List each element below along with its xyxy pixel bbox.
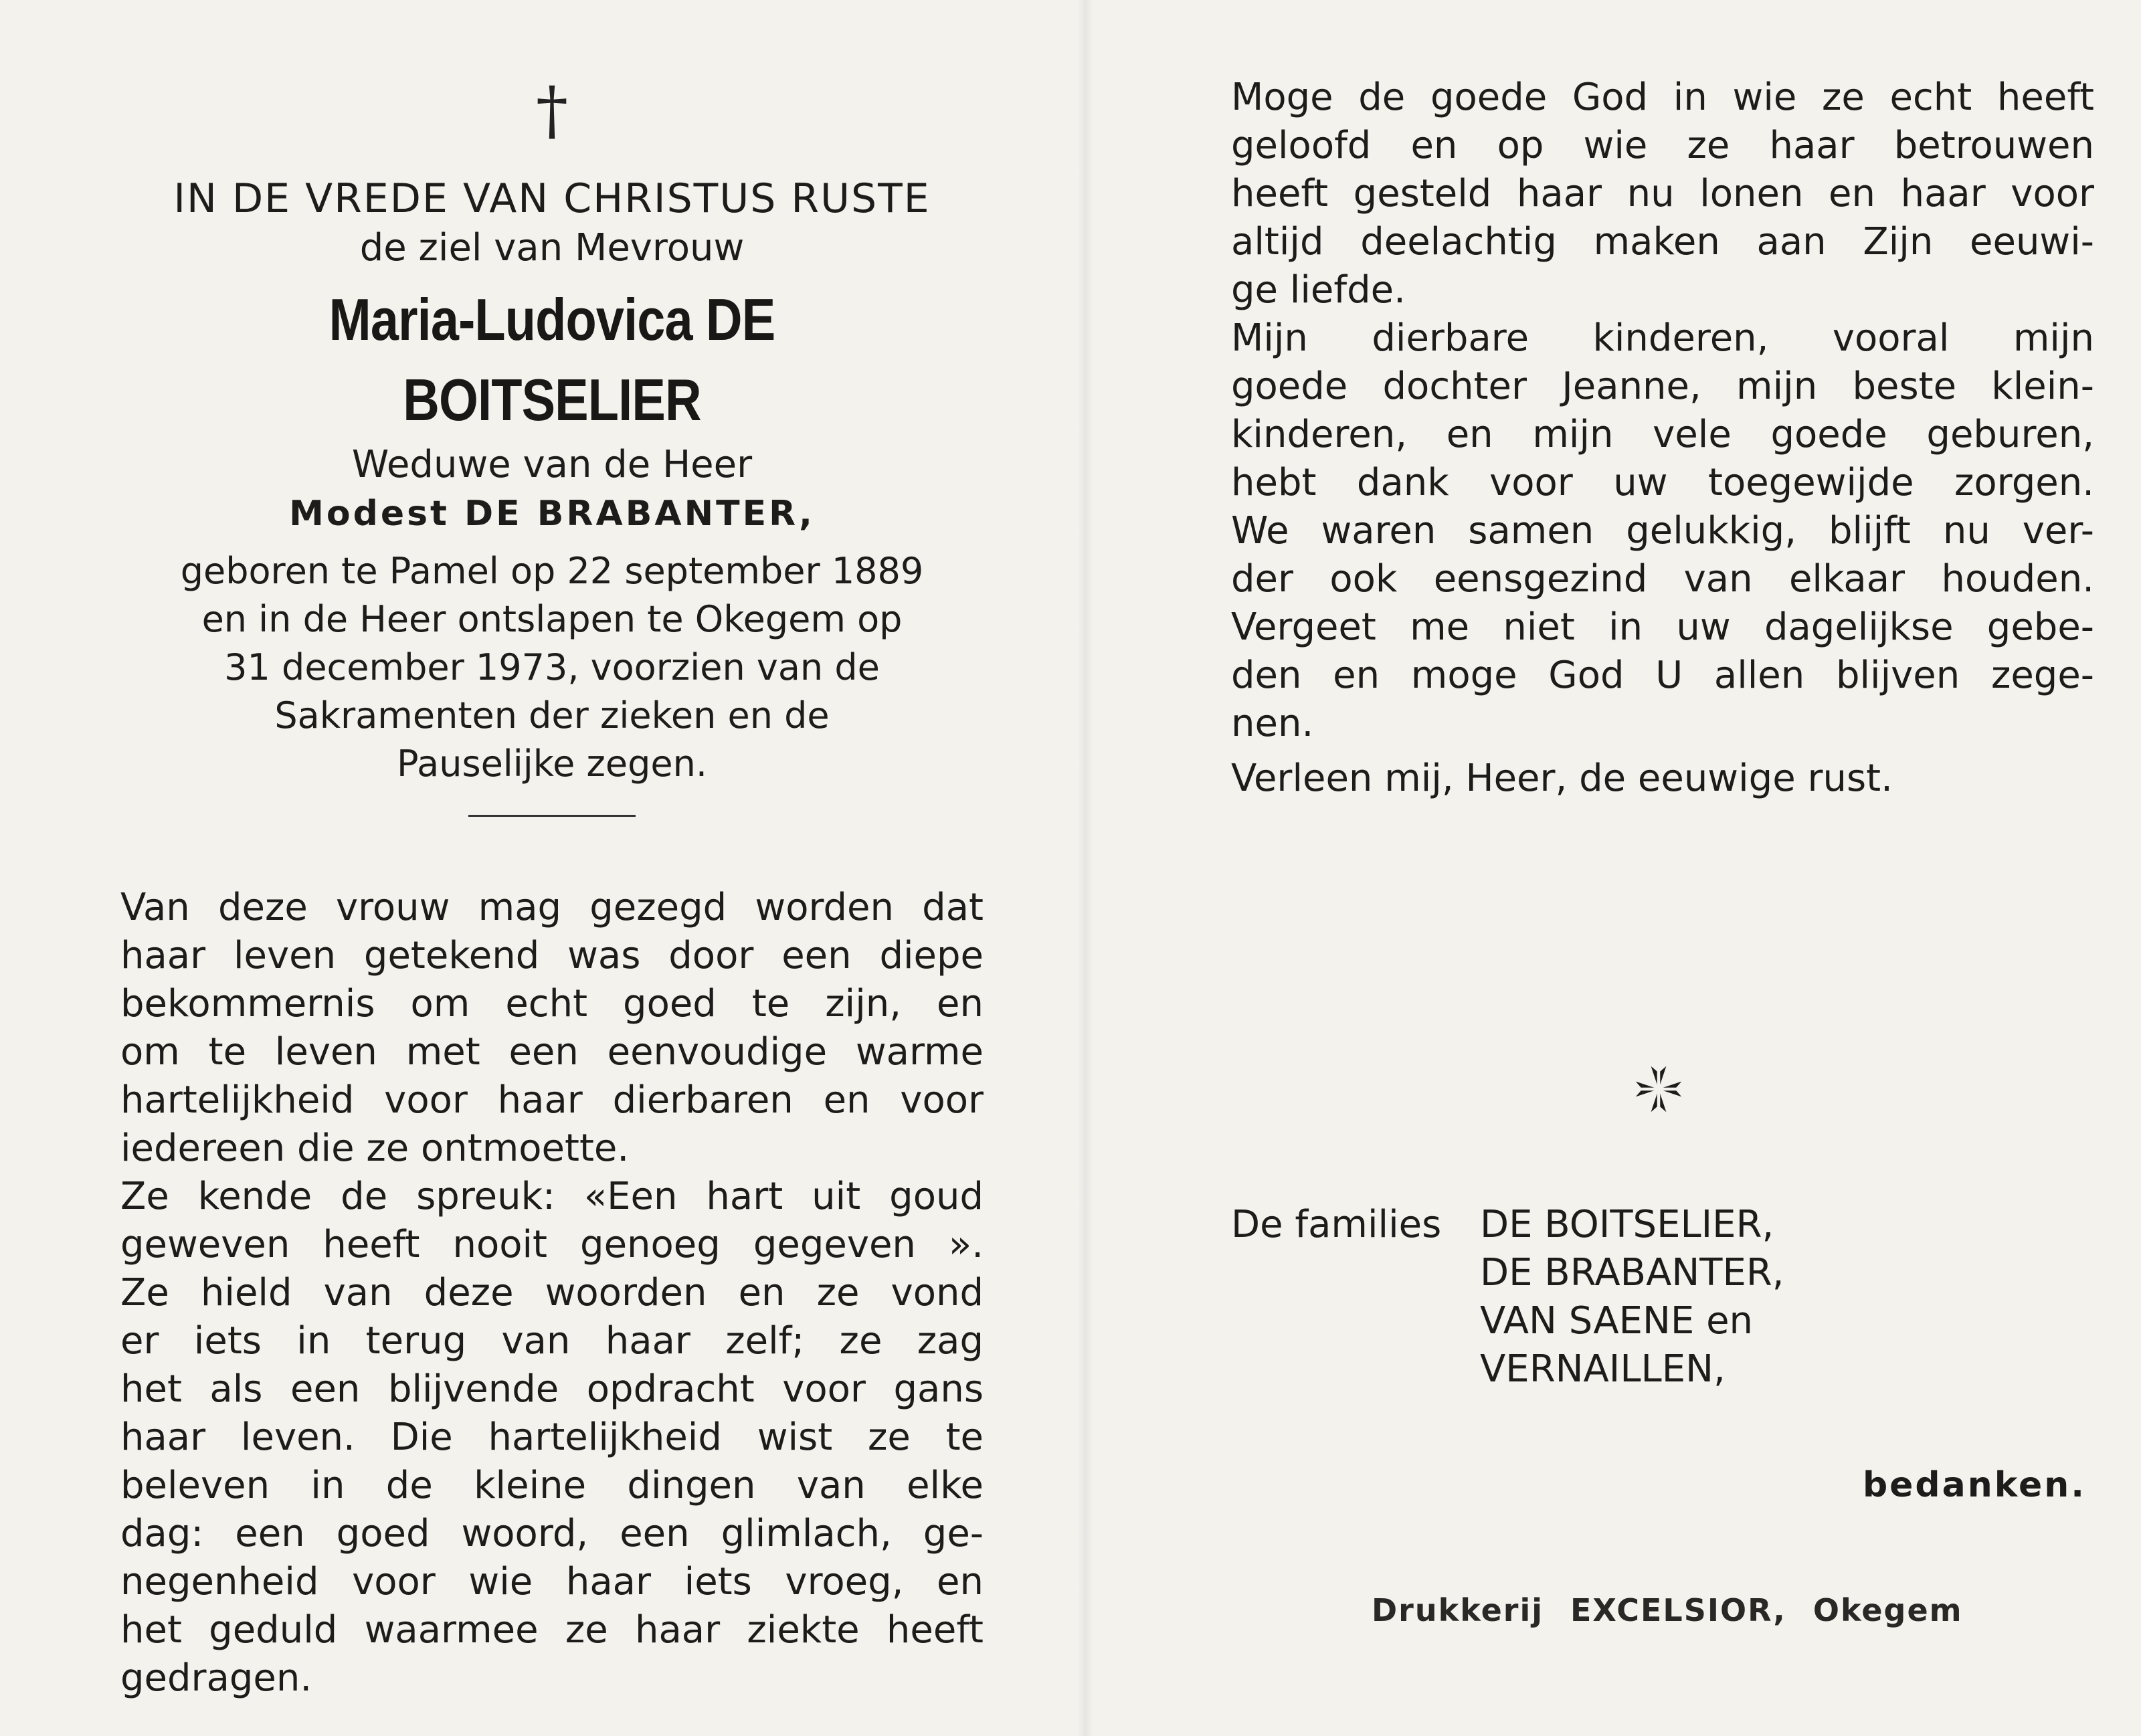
prayer-line: heeft gesteld haar nu lonen en haar voor	[1231, 172, 2094, 215]
tribute-line: om te leven met een eenvoudige warme	[120, 1030, 984, 1074]
thanks-line: kinderen, en mijn vele goede geburen,	[1231, 413, 2094, 456]
tribute-line: negenheid voor wie haar iets vroeg, en	[120, 1560, 984, 1604]
families-lead: De families	[1231, 1203, 1442, 1246]
rest-line: Verleen mij, Heer, de eeuwige rust.	[1231, 757, 1893, 800]
family-name: VERNAILLEN,	[1480, 1347, 1726, 1391]
tribute-line: iedereen die ze ontmoette.	[120, 1127, 630, 1170]
tribute-line: geweven heeft nooit genoeg gegeven ».	[120, 1223, 984, 1266]
thanks-line: den en moge God U allen blijven zege-	[1231, 654, 2094, 697]
bio	[120, 547, 984, 788]
family-name: DE BRABANTER,	[1480, 1251, 1784, 1294]
prayer-line: altijd deelachtig maken aan Zijn eeuwi-	[1231, 220, 2094, 264]
bio-line: en in de Heer ontslapen te Okegem op	[201, 598, 903, 640]
tribute-line: Ze kende de spreuk: «Een hart uit goud	[120, 1175, 984, 1218]
soul-line: de ziel van Mevrouw	[359, 226, 745, 270]
families-block	[1231, 1201, 1784, 1393]
thanks-line: nen.	[1231, 702, 1314, 745]
thanks-word: bedanken.	[1862, 1465, 2086, 1505]
family-name: VAN SAENE en	[1480, 1299, 1754, 1343]
tribute-line: Van deze vrouw mag gezegd worden dat	[120, 886, 984, 929]
bio-line: Pauselijke zegen.	[396, 743, 707, 785]
tribute-line: haar leven getekend was door een diepe	[120, 934, 984, 977]
tribute-line: het geduld waarmee ze haar ziekte heeft	[120, 1608, 984, 1652]
bio-line: geboren te Pamel op 22 september 1889	[180, 550, 924, 592]
tribute-line: het als een blijvende opdracht voor gans	[120, 1367, 984, 1411]
tribute-line: beleven in de kleine dingen van elke	[120, 1464, 984, 1507]
tribute-line: er iets in terug van haar zelf; ze zag	[120, 1319, 984, 1363]
tribute-line: gedragen.	[120, 1656, 312, 1700]
prayer-paragraph	[1231, 74, 2094, 314]
divider	[468, 815, 636, 817]
thanks-line: goede dochter Jeanne, mijn beste klein-	[1231, 365, 2094, 408]
deceased-name: Maria-Ludovica DE BOITSELIER	[329, 286, 775, 433]
cross-icon: †	[536, 73, 568, 148]
thanks-line: Vergeet me niet in uw dagelijkse gebe-	[1231, 605, 2094, 649]
thanks-line: Mijn dierbare kinderen, vooral mijn	[1231, 316, 2094, 360]
right-panel	[1231, 74, 2094, 803]
tribute-line: hartelijkheid voor haar dierbaren en voor	[120, 1078, 984, 1122]
printer-credit: Drukkerij EXCELSIOR, Okegem	[1372, 1592, 1963, 1628]
tribute-paragraph	[120, 884, 984, 1703]
husband-name: Modest DE BRABANTER,	[289, 494, 815, 534]
family-name: DE BOITSELIER,	[1480, 1203, 1774, 1246]
widow-line: Weduwe van de Heer	[351, 443, 753, 486]
maltese-cross-icon	[1633, 1064, 1684, 1115]
prayer-line: geloofd en op wie ze haar betrouwen	[1231, 124, 2094, 167]
left-panel	[120, 74, 984, 1703]
prayer-line: ge liefde.	[1231, 268, 1406, 312]
tribute-line: Ze hield van deze woorden en ze vond	[120, 1271, 984, 1315]
thanks-line: der ook eensgezind van elkaar houden.	[1231, 557, 2094, 601]
bio-line: Sakramenten der zieken en de	[274, 694, 830, 737]
tribute-line: dag: een goed woord, een glimlach, ge-	[120, 1512, 984, 1555]
thanks-paragraph	[1231, 314, 2094, 748]
thanks-line: hebt dank voor uw toegewijde zorgen.	[1231, 461, 2094, 504]
prayer-line: Moge de goede God in wie ze echt heeft	[1231, 76, 2094, 119]
tribute-line: haar leven. Die hartelijkheid wist ze te	[120, 1416, 984, 1459]
tribute-line: bekommernis om echt goed te zijn, en	[120, 982, 984, 1026]
card-fold	[1077, 0, 1093, 1736]
header-line: IN DE VREDE VAN CHRISTUS RUSTE	[173, 175, 931, 222]
bio-line: 31 december 1973, voorzien van de	[224, 646, 880, 688]
thanks-line: We waren samen gelukkig, blijft nu ver-	[1231, 509, 2094, 553]
